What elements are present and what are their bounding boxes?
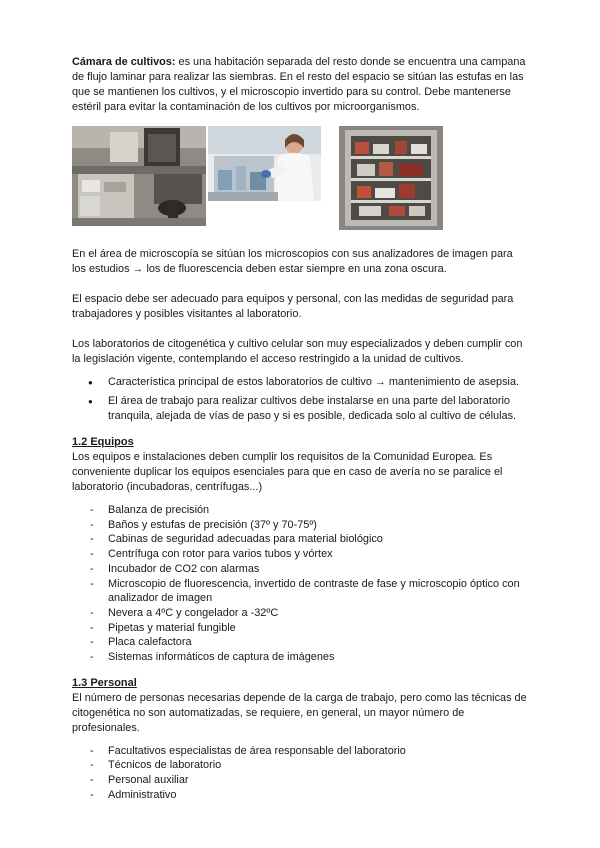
paragraph-laboratorios: Los laboratorios de citogenética y cultivo celular son muy especializados y deben cumplir con la legislación vigente, contemplando el acceso restringido a la unidad de cultivos. (72, 338, 523, 365)
list-item: - Facultativos especialistas de área responsable del laboratorio (72, 744, 528, 759)
section-heading-personal: 1.3 Personal (72, 676, 137, 689)
bullet-item: ● Característica principal de estos laboratorios de cultivo → mantenimiento de asepsia. (72, 375, 528, 390)
bullet-list (72, 375, 528, 424)
list-item: - Personal auxiliar (72, 773, 528, 788)
photo-strip (72, 126, 528, 230)
personal-list (72, 744, 528, 803)
paragraph-espacio: El espacio debe ser adecuado para equipos y personal, con las medidas de seguridad para trabajadores y posibles visitantes al laboratorio. (72, 293, 514, 320)
list-item: - Baños y estufas de precisión (37º y 70-75º) (72, 518, 528, 533)
list-item: - Balanza de precisión (72, 503, 528, 518)
paragraph-personal: El número de personas necesarias depende de la carga de trabajo, pero como las técnicas de citogenética no son automatizadas, se requiere, en general, un mayor número de profesionales. (72, 691, 527, 734)
list-item: - Centrífuga con rotor para varios tubos y vórtex (72, 547, 528, 562)
list-item: - Técnicos de laboratorio (72, 758, 528, 773)
list-item: - Placa calefactora (72, 635, 528, 650)
bullet-item: ● El área de trabajo para realizar cultivos debe instalarse en una parte del laboratorio tranquila, alejada de vías de paso y si es posible, dedicada solo al cultivo de células. (72, 394, 528, 424)
list-item: - Sistemas informáticos de captura de imágenes (72, 650, 528, 665)
equipos-list (72, 503, 528, 665)
list-item: - Microscopio de fluorescencia, invertido de contraste de fase y microscopio óptico con analizador de imagen (72, 577, 528, 606)
intro-term: Cámara de cultivos: (72, 56, 176, 68)
section-heading-equipos: 1.2 Equipos (72, 436, 134, 448)
document-page (72, 55, 528, 803)
paragraph-microscopia: En el área de microscopía se sitúan los microscopios con sus analizadores de imagen para los estudios → los de fluorescencia deben estar siempre en una zona oscura. (72, 248, 513, 275)
list-item: - Administrativo (72, 788, 528, 803)
list-item: - Pipetas y material fungible (72, 621, 528, 636)
photo-incubator-interior (339, 126, 443, 230)
list-item: - Incubador de CO2 con alarmas (72, 562, 528, 577)
photo-laboratory-room (72, 126, 206, 226)
list-item: - Cabinas de seguridad adecuadas para material biológico (72, 532, 528, 547)
photo-technician-at-flow-hood (208, 126, 321, 201)
intro-paragraph (72, 55, 528, 115)
intro-text: es una habitación separada del resto donde se encuentra una campana de flujo laminar para realizar las siembras. En el resto del espacio se sitúan las estufas en las que se mantienen los cultivos, y el microscopio invertido para su control. Debe mantenerse estéril para evitar la contaminación de los cultivos por microorganismos. (72, 56, 526, 113)
list-item: - Nevera a 4ºC y congelador a -32ºC (72, 606, 528, 621)
paragraph-equipos: Los equipos e instalaciones deben cumplir los requisitos de la Comunidad Europea. Es conveniente duplicar los equipos esenciales para que en caso de avería no se paralice el laboratorio (incubadoras, centrífugas...) (72, 451, 503, 493)
